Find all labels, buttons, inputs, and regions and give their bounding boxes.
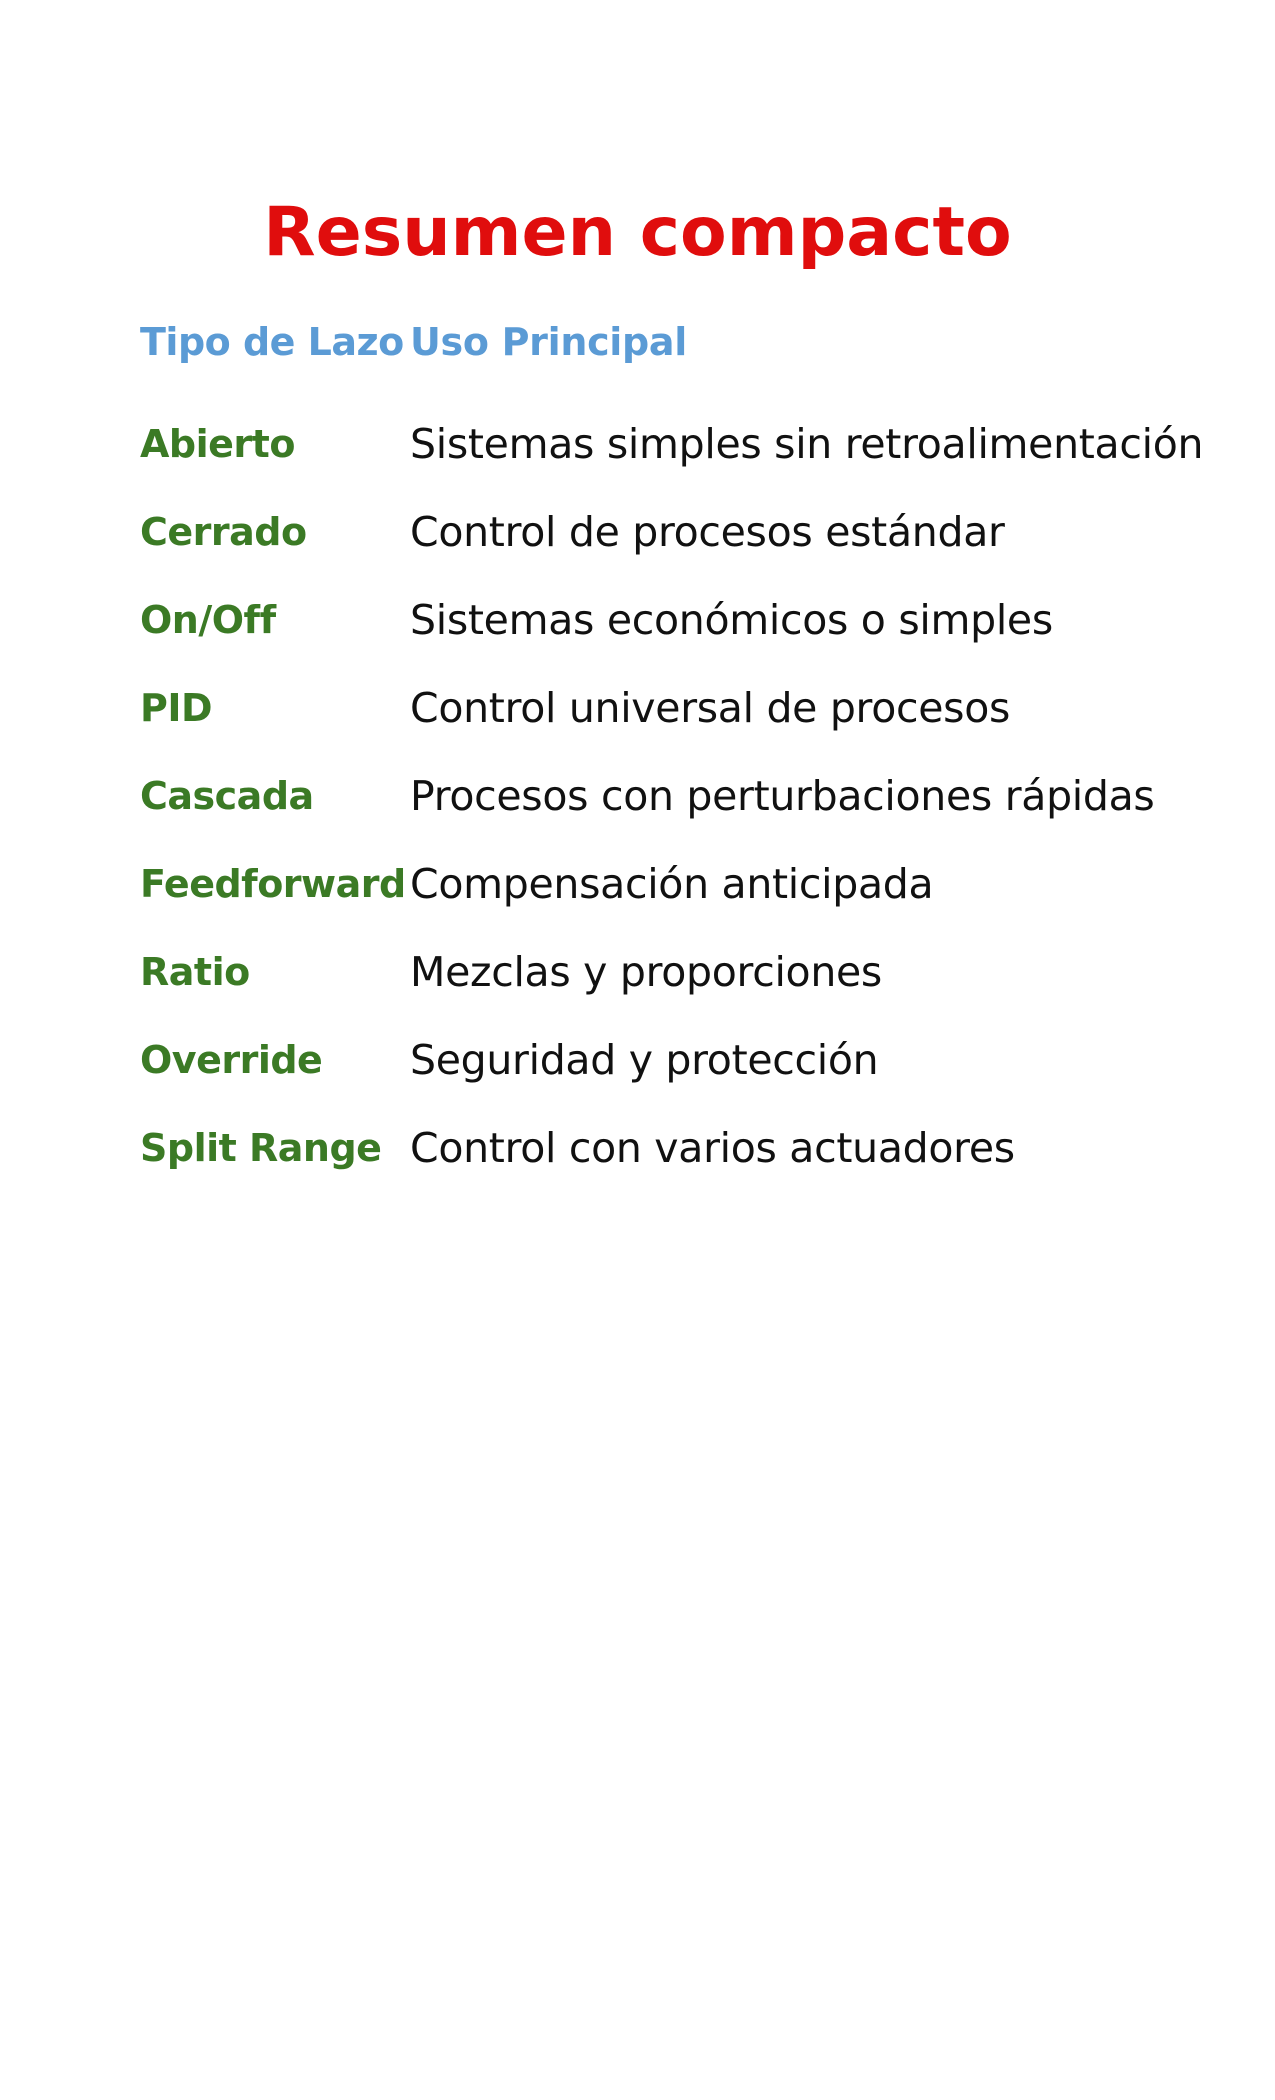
main-use: Procesos con perturbaciones rápidas	[410, 772, 1155, 820]
main-use: Sistemas simples sin retroalimentación	[410, 420, 1204, 468]
loop-type: PID	[140, 686, 213, 730]
header-loop-type: Tipo de Lazo	[140, 320, 404, 364]
loop-type: Ratio	[140, 950, 250, 994]
main-use: Control de procesos estándar	[410, 508, 1005, 556]
page-title: Resumen compacto	[263, 193, 1012, 272]
table-header-row	[140, 312, 1220, 372]
table-row	[140, 752, 1220, 840]
main-use: Mezclas y proporciones	[410, 948, 882, 996]
loop-type: Feedforward	[140, 862, 406, 906]
main-use: Control con varios actuadores	[410, 1124, 1015, 1172]
loop-type: Split Range	[140, 1126, 382, 1170]
loop-type: On/Off	[140, 598, 276, 642]
main-use: Seguridad y protección	[410, 1036, 879, 1084]
loop-type: Cerrado	[140, 510, 307, 554]
table-row	[140, 576, 1220, 664]
table-row	[140, 928, 1220, 1016]
table-row	[140, 488, 1220, 576]
table-row	[140, 1104, 1220, 1192]
main-use: Compensación anticipada	[410, 860, 934, 908]
loop-type: Cascada	[140, 774, 314, 818]
table-row	[140, 400, 1220, 488]
main-use: Control universal de procesos	[410, 684, 1011, 732]
main-use: Sistemas económicos o simples	[410, 596, 1053, 644]
table-row	[140, 840, 1220, 928]
table-row	[140, 664, 1220, 752]
summary-table	[140, 312, 1220, 1192]
loop-type: Override	[140, 1038, 323, 1082]
table-row	[140, 1016, 1220, 1104]
header-main-use: Uso Principal	[410, 320, 687, 364]
loop-type: Abierto	[140, 422, 295, 466]
